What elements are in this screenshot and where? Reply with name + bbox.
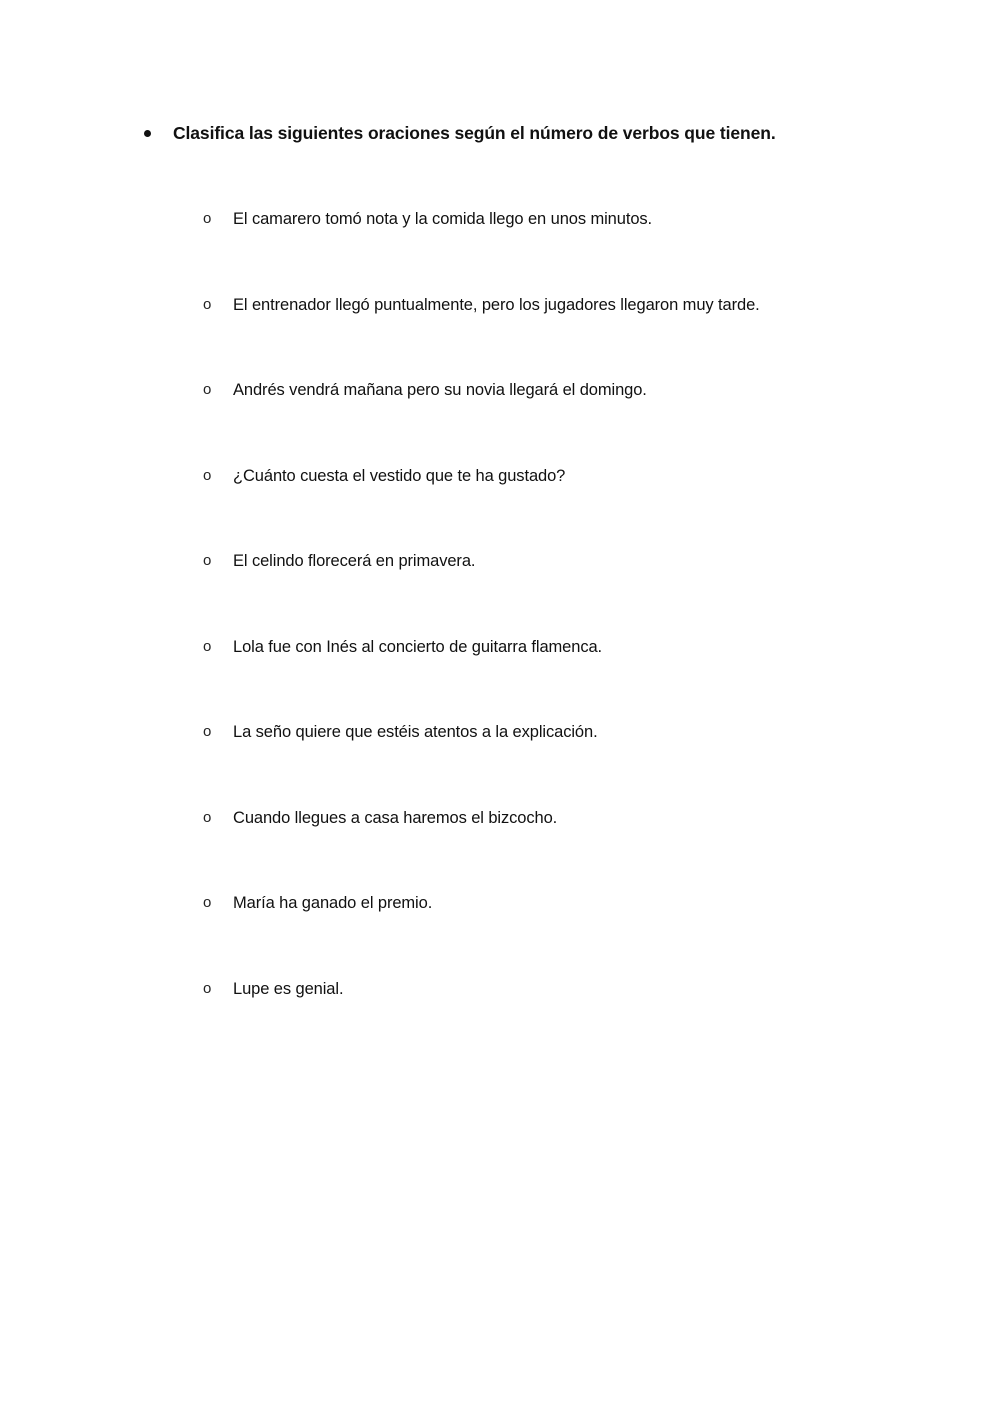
circle-bullet-icon: o [203, 979, 212, 997]
circle-bullet-icon: o [203, 723, 212, 740]
circle-bullet-icon: o [203, 466, 212, 484]
sentence-text: ¿Cuánto cuesta el vestido que te ha gustado? [233, 466, 566, 485]
sentence-text: Lola fue con Inés al concierto de guitarra flamenca. [233, 637, 603, 656]
sentence-text: El camarero tomó nota y la comida llego en unos minutos. [233, 210, 653, 228]
circle-bullet-icon: o [203, 381, 212, 398]
circle-bullet-icon: o [203, 210, 212, 227]
sentence-text: El celindo florecerá en primavera. [233, 552, 476, 570]
list-item [200, 462, 960, 548]
circle-bullet-icon: o [203, 894, 212, 911]
list-item [200, 718, 960, 804]
circle-bullet-icon: o [203, 637, 212, 655]
list-item [200, 633, 960, 719]
list-item [200, 889, 960, 975]
list-item [200, 205, 960, 291]
circle-bullet-icon: o [203, 808, 212, 826]
list-item [200, 804, 960, 890]
list-item [200, 975, 960, 1061]
instruction-line [140, 118, 940, 148]
sentence-text: Cuando llegues a casa haremos el bizcocho. [233, 808, 558, 827]
list-item [200, 376, 960, 462]
list-item [200, 291, 960, 377]
sentence-text: Lupe es genial. [233, 979, 344, 998]
list-item [200, 547, 960, 633]
sentence-text: El entrenador llegó puntualmente, pero los jugadores llegaron muy tarde. [233, 295, 760, 314]
sentence-text: Andrés vendrá mañana pero su novia llegará el domingo. [233, 381, 647, 399]
sentence-text: La seño quiere que estéis atentos a la explicación. [233, 723, 598, 741]
sentence-list [200, 205, 960, 1060]
circle-bullet-icon: o [203, 552, 212, 569]
instruction-text: Clasifica las siguientes oraciones según el número de verbos que tienen. [173, 122, 776, 143]
circle-bullet-icon: o [203, 295, 212, 313]
bullet-dot-icon [144, 130, 151, 137]
sentence-text: María ha ganado el premio. [233, 894, 433, 912]
